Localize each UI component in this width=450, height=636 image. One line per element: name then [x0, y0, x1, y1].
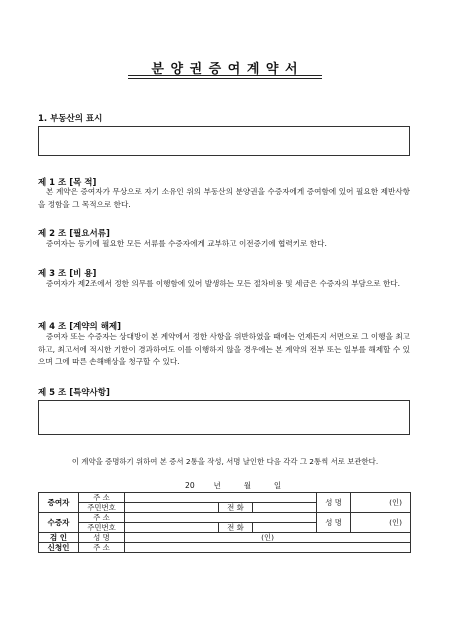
donor-label: 증여자: [39, 493, 79, 513]
article-5-heading: 제 5 조 [특약사항]: [38, 388, 110, 398]
donor-name-label: 성 명: [317, 493, 351, 513]
date-day: 일: [273, 481, 282, 490]
property-field[interactable]: [38, 126, 410, 156]
applicant-seal[interactable]: (인): [125, 533, 411, 543]
signature-table: [38, 492, 411, 553]
article-4-text: 증여자 또는 수증자는 상대방이 본 계약에서 정한 사항을 위반하였을 때에는 언제든지 서면으로 그 이행을 최고하고, 최고서에 적시한 기한이 경과하여도 이를 이행하지 않을 경우에는 본 계약의 전부 또는 일부를 해제할 수 있으며 그에 따른 손해배상을 청구할 수 있다.: [38, 332, 410, 366]
inspection-label: 검 인: [39, 533, 79, 543]
donor-phone-field[interactable]: [253, 503, 317, 513]
donor-phone-label: 전 화: [219, 503, 253, 513]
donee-address-field[interactable]: [125, 513, 317, 523]
donee-phone-field[interactable]: [253, 523, 317, 533]
article-1-heading: 제 1 조 [목 적]: [38, 178, 97, 188]
donee-rrn-label: 주민번호: [79, 523, 125, 533]
date-year: 년: [213, 481, 221, 490]
donee-label: 수증자: [39, 513, 79, 533]
donor-seal[interactable]: (인): [351, 493, 411, 513]
date-prefix: 20: [185, 481, 195, 490]
title-underline: [128, 75, 322, 76]
donee-phone-label: 전 화: [219, 523, 253, 533]
applicant-label: 신청인: [39, 543, 79, 553]
article-3-heading: 제 3 조 [비 용]: [38, 269, 97, 279]
property-heading: 1. 부동산의 표시: [38, 114, 103, 124]
donor-rrn-field[interactable]: [125, 503, 219, 513]
article-1-text: 본 계약은 증여자가 무상으로 자기 소유인 위의 부동산의 분양권을 수증자에게 증여함에 있어 필요한 제반사항을 정함을 그 목적으로 한다.: [38, 187, 410, 209]
closing-statement: 이 계약을 증명하기 위하여 본 증서 2통을 작성, 서명 날인한 다음 각각 그 2통씩 서로 보관한다.: [71, 457, 379, 466]
date-month: 월: [243, 481, 252, 490]
donor-rrn-label: 주민번호: [79, 503, 125, 513]
article-3-text: 증여자가 제2조에서 정한 의무를 이행함에 있어 발생하는 모든 절차비용 및 세금은 수증자의 부담으로 한다.: [46, 279, 401, 288]
special-terms-field[interactable]: [38, 400, 410, 435]
article-2-heading: 제 2 조 [필요서류]: [38, 229, 110, 239]
applicant-name-label: 성 명: [79, 533, 125, 543]
document-title: 분 양 권 증 여 계 약 서: [151, 62, 299, 77]
contract-date: [185, 480, 281, 491]
donee-seal[interactable]: (인): [351, 513, 411, 533]
applicant-address-field[interactable]: [125, 543, 411, 553]
donee-name-label: 성 명: [317, 513, 351, 533]
donor-address-label: 주 소: [79, 493, 125, 503]
article-2-text: 증여자는 등기에 필요한 모든 서류를 수증자에게 교부하고 이전증기에 협력키로 한다.: [46, 239, 327, 248]
donor-address-field[interactable]: [125, 493, 317, 503]
donee-address-label: 주 소: [79, 513, 125, 523]
applicant-address-label: 주 소: [79, 543, 125, 553]
article-4-heading: 제 4 조 [계약의 해제]: [38, 322, 121, 332]
donee-rrn-field[interactable]: [125, 523, 219, 533]
title-underline-2: [128, 78, 322, 79]
